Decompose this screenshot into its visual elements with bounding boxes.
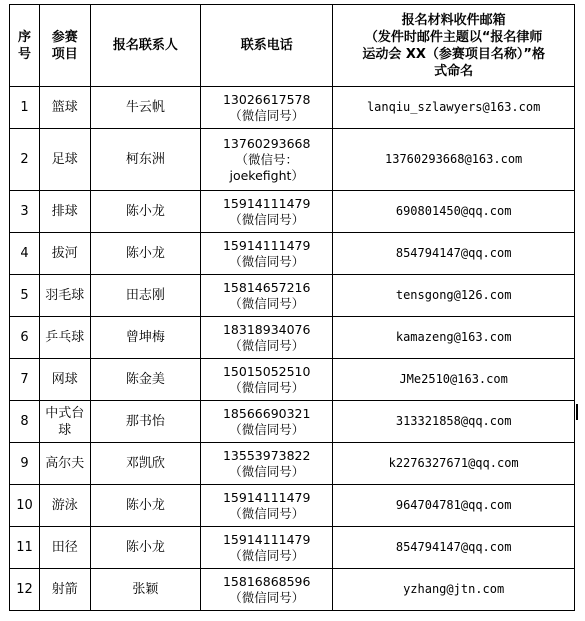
table-body — [10, 87, 575, 611]
event-name: 羽毛球 — [40, 275, 90, 317]
contact-phone — [201, 527, 333, 569]
event-name: 乒乓球 — [40, 317, 90, 359]
header-phone: 联系电话 — [201, 5, 333, 87]
contact-person: 陈小龙 — [90, 527, 201, 569]
header-no — [10, 5, 40, 87]
contact-phone — [201, 485, 333, 527]
contact-phone — [201, 317, 333, 359]
contact-person: 柯东洲 — [90, 129, 201, 191]
row-number: 1 — [10, 87, 40, 129]
event-name: 田径 — [40, 527, 90, 569]
contact-person: 牛云帆 — [90, 87, 201, 129]
phone-line: （微信号： — [235, 151, 298, 167]
row-number: 2 — [10, 129, 40, 191]
row-number: 6 — [10, 317, 40, 359]
submission-email[interactable]: 690801450@qq.com — [333, 191, 575, 233]
contact-phone — [201, 569, 333, 611]
table-row — [10, 401, 575, 443]
phone-line: 15015052510 — [222, 363, 311, 379]
phone-line: （微信同号） — [229, 463, 305, 479]
header-email-line4: 式命名 — [434, 63, 474, 79]
row-number: 11 — [10, 527, 40, 569]
phone-line: （微信同号） — [229, 107, 305, 123]
phone-line: 15914111479 — [222, 531, 311, 547]
phone-line: 15914111479 — [222, 489, 311, 505]
event-name: 游泳 — [40, 485, 90, 527]
event-name: 网球 — [40, 359, 90, 401]
event-name: 篮球 — [40, 87, 90, 129]
edge-marker — [576, 404, 578, 420]
contact-person: 张颖 — [90, 569, 201, 611]
event-name: 射箭 — [40, 569, 90, 611]
phone-line: （微信同号） — [229, 589, 305, 605]
contact-person: 那书怡 — [90, 401, 201, 443]
submission-email[interactable]: 964704781@qq.com — [333, 485, 575, 527]
phone-line: 15814657216 — [222, 279, 311, 295]
contact-phone — [201, 233, 333, 275]
contact-person: 曾坤梅 — [90, 317, 201, 359]
table-row — [10, 485, 575, 527]
table-row — [10, 275, 575, 317]
contact-phone — [201, 129, 333, 191]
header-item-line2: 项目 — [51, 46, 78, 62]
contact-phone — [201, 87, 333, 129]
table-row — [10, 359, 575, 401]
table-header-row — [10, 5, 575, 87]
phone-line: （微信同号） — [229, 505, 305, 521]
phone-line: （微信同号） — [229, 295, 305, 311]
submission-email[interactable]: 13760293668@163.com — [333, 129, 575, 191]
phone-line: （微信同号） — [229, 379, 305, 395]
row-number: 4 — [10, 233, 40, 275]
header-email-line2: （发件时邮件主题以“报名律师 — [364, 29, 543, 45]
phone-line: 13026617578 — [222, 91, 311, 107]
header-no-line2: 号 — [18, 46, 32, 62]
submission-email[interactable]: 854794147@qq.com — [333, 233, 575, 275]
phone-line: 15914111479 — [222, 195, 311, 211]
submission-email[interactable]: 313321858@qq.com — [333, 401, 575, 443]
table-row — [10, 443, 575, 485]
table-row — [10, 317, 575, 359]
phone-line: （微信同号） — [229, 421, 305, 437]
phone-line: （微信同号） — [229, 211, 305, 227]
submission-email[interactable]: k2276327671@qq.com — [333, 443, 575, 485]
phone-line: （微信同号） — [229, 253, 305, 269]
row-number: 3 — [10, 191, 40, 233]
row-number: 10 — [10, 485, 40, 527]
submission-email[interactable]: kamazeng@163.com — [333, 317, 575, 359]
submission-email[interactable]: 854794147@qq.com — [333, 527, 575, 569]
header-person: 报名联系人 — [90, 5, 201, 87]
table-row — [10, 233, 575, 275]
event-name: 拔河 — [40, 233, 90, 275]
table-row — [10, 87, 575, 129]
phone-line: 18566690321 — [222, 405, 311, 421]
contact-phone — [201, 401, 333, 443]
contact-phone — [201, 191, 333, 233]
event-name: 排球 — [40, 191, 90, 233]
event-name: 高尔夫 — [40, 443, 90, 485]
contact-phone — [201, 275, 333, 317]
contact-phone — [201, 443, 333, 485]
row-number: 7 — [10, 359, 40, 401]
contact-person: 田志刚 — [90, 275, 201, 317]
registration-contact-table-container — [9, 4, 575, 611]
phone-line: 15914111479 — [222, 237, 311, 253]
header-no-line1: 序 — [18, 29, 32, 45]
row-number: 9 — [10, 443, 40, 485]
phone-line: 18318934076 — [222, 321, 311, 337]
row-number: 5 — [10, 275, 40, 317]
row-number: 12 — [10, 569, 40, 611]
header-item-line1: 参赛 — [51, 29, 78, 45]
table-row — [10, 527, 575, 569]
contact-person: 邓凯欣 — [90, 443, 201, 485]
table-row — [10, 129, 575, 191]
contact-person: 陈金美 — [90, 359, 201, 401]
header-email-line3: 运动会 XX（参赛项目名称）”格 — [362, 46, 545, 62]
phone-line: （微信同号） — [229, 337, 305, 353]
table-row — [10, 191, 575, 233]
submission-email[interactable]: yzhang@jtn.com — [333, 569, 575, 611]
contact-person: 陈小龙 — [90, 191, 201, 233]
event-name: 足球 — [40, 129, 90, 191]
submission-email[interactable]: lanqiu_szlawyers@163.com — [333, 87, 575, 129]
contact-person: 陈小龙 — [90, 485, 201, 527]
phone-line: （微信同号） — [229, 547, 305, 563]
contact-person: 陈小龙 — [90, 233, 201, 275]
phone-line: joekefight） — [229, 167, 304, 183]
row-number: 8 — [10, 401, 40, 443]
table-row — [10, 569, 575, 611]
phone-line: 13760293668 — [222, 135, 311, 151]
submission-email[interactable]: JMe2510@163.com — [333, 359, 575, 401]
phone-line: 13553973822 — [222, 447, 311, 463]
event-name: 中式台球 — [40, 401, 90, 443]
contact-phone — [201, 359, 333, 401]
submission-email[interactable]: tensgong@126.com — [333, 275, 575, 317]
header-email-line1: 报名材料收件邮箱 — [401, 12, 506, 28]
header-item — [40, 5, 90, 87]
registration-contact-table — [9, 4, 575, 611]
phone-line: 15816868596 — [222, 573, 311, 589]
header-email — [333, 5, 575, 87]
